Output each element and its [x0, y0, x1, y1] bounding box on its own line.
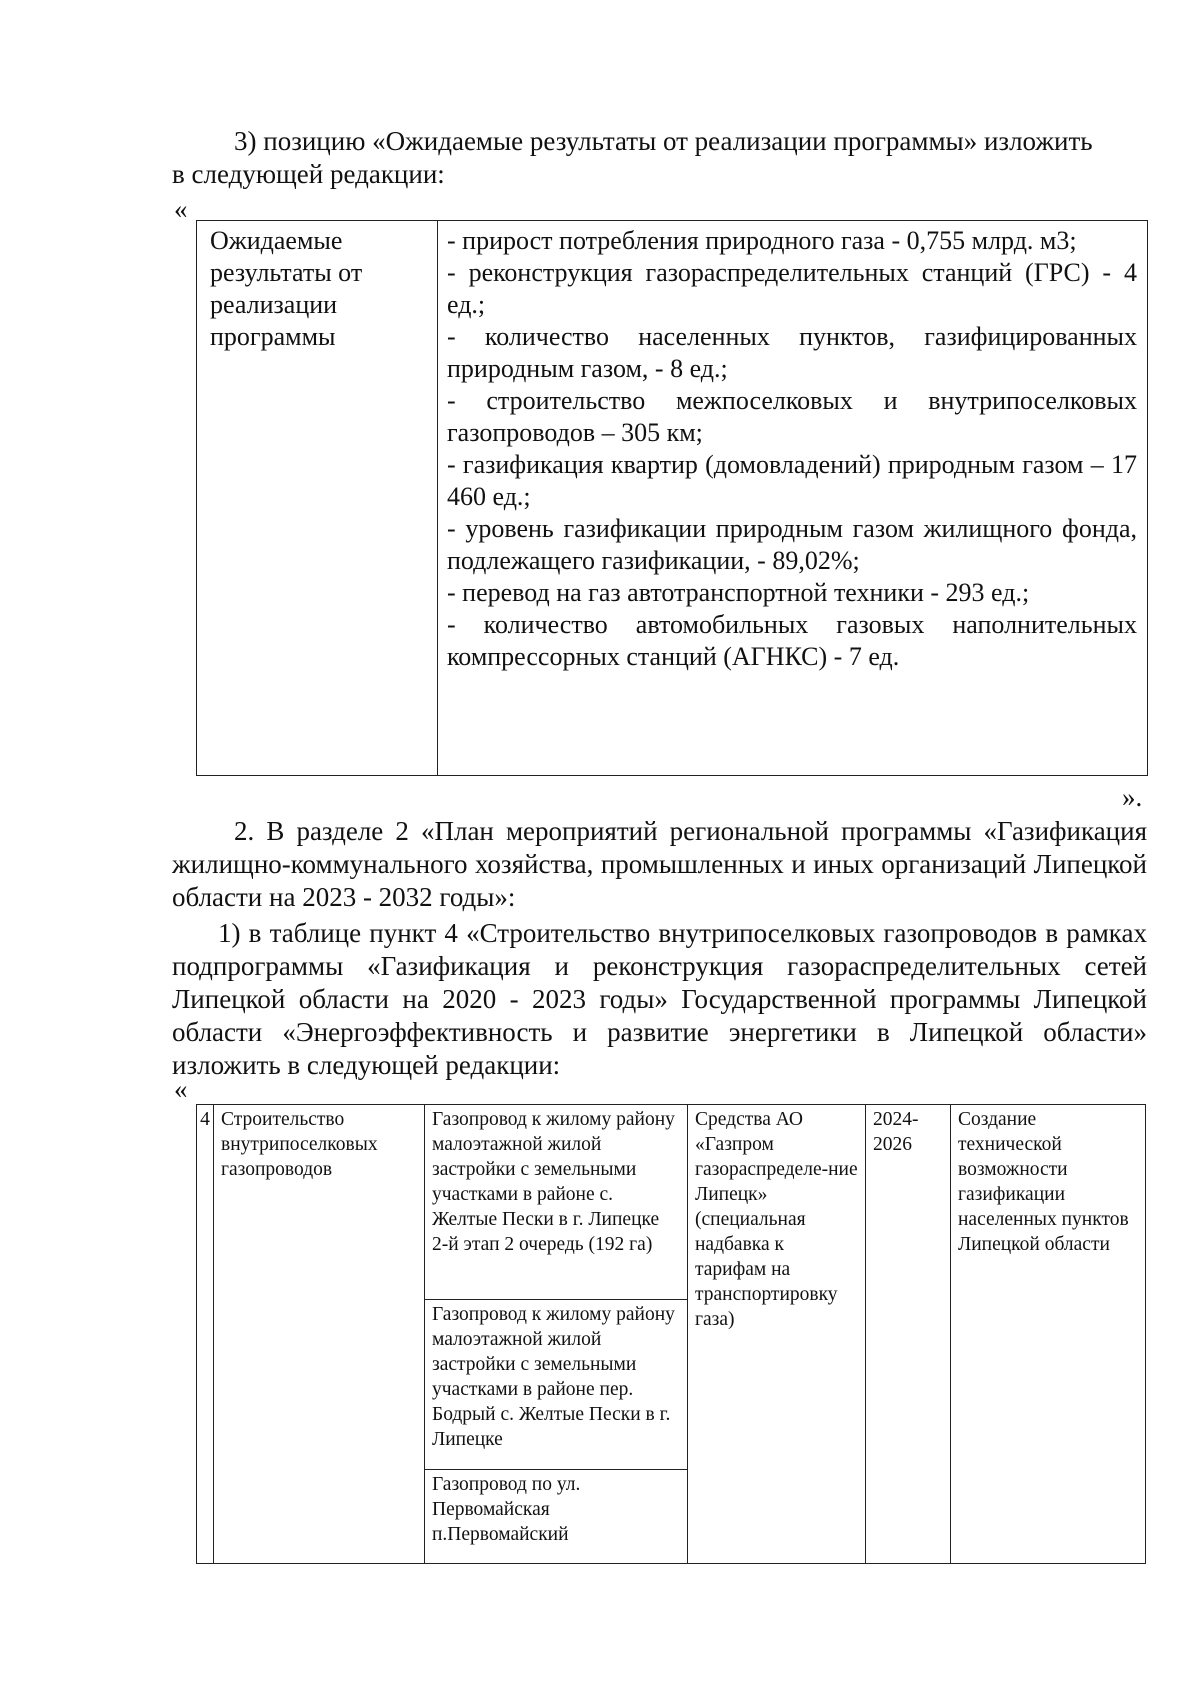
section2-paragraph-text: 2. В разделе 2 «План мероприятий региональной программы «Газификация жилищно-коммунального хозяйства, промышленных и иных организаций Липецкой области на 2023 - 2032 годы»:: [172, 816, 1147, 912]
section2-paragraph: [172, 815, 1147, 914]
expected-results-label: Ожидаемые результаты от реализации программы: [197, 221, 438, 776]
result-item: - количество автомобильных газовых наполнительных компрессорных станций (АГНКС) - 7 ед.: [447, 610, 1137, 671]
close-quote-1: ».: [1122, 782, 1143, 812]
plan-object-1: Газопровод к жилому району малоэтажной жилой застройки с земельными участками в районе с. Желтые Пески в г. Липецке 2-й этап 2 очередь (192 га): [425, 1105, 688, 1300]
plan-row-1: [197, 1105, 1146, 1300]
section1-intro: [172, 125, 1147, 191]
open-quote-1: «: [174, 194, 188, 224]
result-item: - перевод на газ автотранспортной техники - 293 ед.;: [447, 578, 1030, 607]
plan-object-2: Газопровод к жилому району малоэтажной жилой застройки с земельными участками в районе пер. Бодрый с. Желтые Пески в г. Липецке: [425, 1300, 688, 1470]
plan-table: [196, 1104, 1146, 1564]
expected-results-row: [197, 221, 1148, 776]
plan-item-number: 4: [197, 1105, 214, 1564]
plan-item-name: Строительство внутрипоселковых газопроводов: [214, 1105, 425, 1564]
result-item: - строительство межпоселковых и внутрипоселковых газопроводов – 305 км;: [447, 386, 1137, 447]
section1-intro-line1: 3) позицию «Ожидаемые результаты от реализации программы» изложить: [234, 126, 1093, 156]
expected-results-items: [438, 221, 1148, 776]
result-item: - реконструкция газораспределительных станций (ГРС) - 4 ед.;: [447, 258, 1137, 319]
plan-result: Создание технической возможности газификации населенных пунктов Липецкой области: [951, 1105, 1146, 1564]
section1-intro-line2: в следующей редакции:: [172, 159, 445, 189]
expected-results-table: [196, 220, 1148, 776]
open-quote-2: «: [174, 1074, 188, 1104]
result-item: - количество населенных пунктов, газифицированных природным газом, - 8 ед.;: [447, 322, 1137, 383]
plan-funding: Средства АО «Газпром газораспределе-ние Липецк» (специальная надбавка к тарифам на транспортировку газа): [688, 1105, 866, 1564]
plan-period: 2024-2026: [866, 1105, 951, 1564]
section2-item1: 1) в таблице пункт 4 «Строительство внутрипоселковых газопроводов в рамках подпрограммы «Газификация и реконструкция газораспределительных сетей Липецкой области на 2020 - 2023 годы» Государственной программы Липецкой области «Энергоэффективность и развитие энергетики в Липецкой области» изложить в следующей редакции:: [172, 918, 1147, 1080]
result-item: - прирост потребления природного газа - 0,755 млрд. м3;: [447, 226, 1077, 255]
plan-object-3: Газопровод по ул. Первомайская п.Первомайский: [425, 1470, 688, 1564]
result-item: - уровень газификации природным газом жилищного фонда, подлежащего газификации, - 89,02%;: [447, 514, 1137, 575]
result-item: - газификация квартир (домовладений) природным газом – 17 460 ед.;: [447, 450, 1137, 511]
